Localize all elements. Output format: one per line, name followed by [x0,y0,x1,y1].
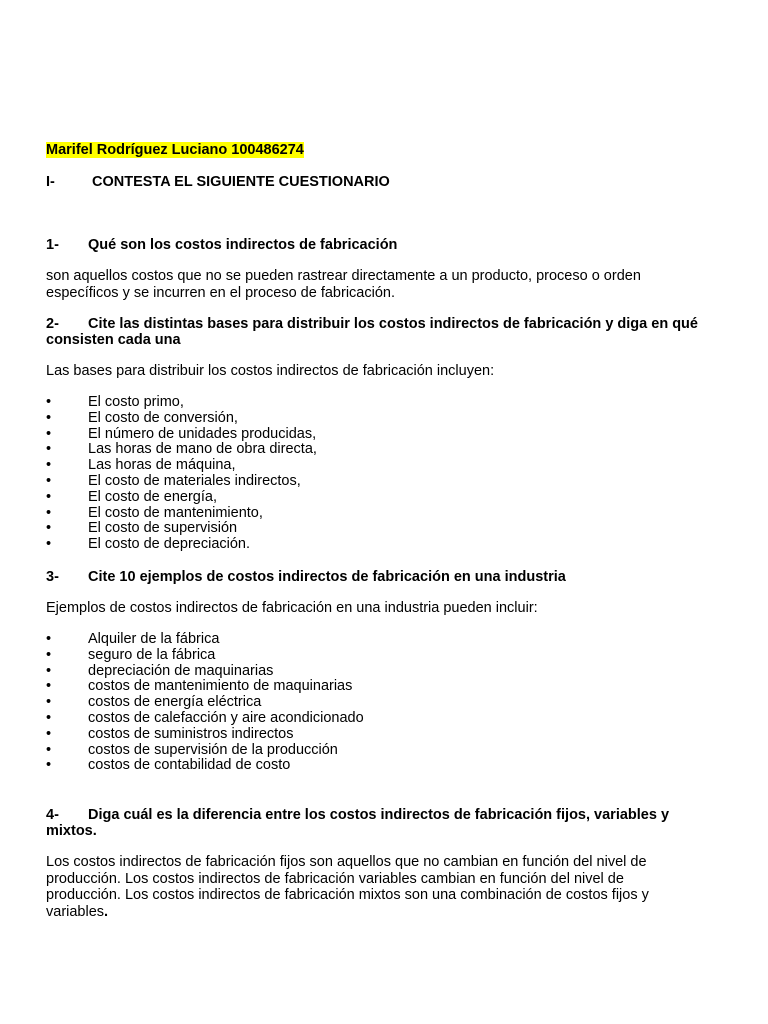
bullet-icon: • [46,409,52,426]
answer-2-intro: Las bases para distribuir los costos indirectos de fabricación incluyen: [46,363,495,379]
list-item: • El costo de energía, [46,488,217,505]
question-1-text: Qué son los costos indirectos de fabricación [88,237,398,253]
examples-list [46,632,726,774]
bullet-icon: • [46,536,52,553]
answer-3-intro: Ejemplos de costos indirectos de fabricación en una industria pueden incluir: [46,600,538,616]
bullet-icon: • [46,631,52,647]
question-4-number: 4- [46,807,59,823]
question-3-number: 3- [46,569,59,585]
bullet-icon: • [46,678,52,695]
question-2 [46,316,706,348]
bullet-icon: • [46,646,52,663]
section-title: CONTESTA EL SIGUIENTE CUESTIONARIO [92,174,390,190]
list-item: • Las horas de máquina, [46,457,236,474]
bases-list [46,395,726,553]
list-item: • El costo de mantenimiento, [46,504,263,521]
bullet-icon: • [46,472,52,489]
question-3 [46,569,726,585]
list-item: • El costo primo, [46,394,184,410]
list-item: • seguro de la fábrica [46,646,216,663]
bullet-icon: • [46,425,52,442]
list-item: • El costo de supervisión [46,520,238,537]
question-3-text: Cite 10 ejemplos de costos indirectos de fabricación en una industria [88,569,566,585]
answer-4-end: . [104,903,109,920]
question-2-number: 2- [46,316,59,332]
question-2-text: Cite las distintas bases para distribuir los costos indirectos de fabricación y diga en qué consisten cada una [46,316,698,348]
bullet-icon: • [46,457,52,474]
list-item: • costos de calefacción y aire acondicionado [46,709,364,726]
list-item: • Las horas de mano de obra directa, [46,441,317,458]
bullet-icon: • [46,694,52,711]
list-item: • El costo de conversión, [46,409,238,426]
bullet-icon: • [46,741,52,758]
list-item: • costos de mantenimiento de maquinarias [46,678,353,695]
question-4-text: Diga cuál es la diferencia entre los costos indirectos de fabricación fijos, variables y mixtos. [46,807,670,839]
bullet-icon: • [46,662,52,679]
bullet-icon: • [46,488,52,505]
list-item: • costos de supervisión de la producción [46,741,338,758]
question-1 [46,237,726,253]
bullet-icon: • [46,520,52,537]
bullet-icon: • [46,757,52,774]
bullet-icon: • [46,441,52,458]
answer-1: son aquellos costos que no se pueden rastrear directamente a un producto, proceso o orden específicos y se incurren en el proceso de fabricación. [46,268,641,301]
question-1-number: 1- [46,237,59,253]
section-heading [46,174,726,190]
list-item: • El costo de materiales indirectos, [46,472,301,489]
author-line [46,142,726,159]
author-highlight: Marifel Rodríguez Luciano 100486274 [46,142,304,158]
bullet-icon: • [46,504,52,521]
bullet-icon: • [46,725,52,742]
list-item: • El número de unidades producidas, [46,425,317,442]
list-item: • costos de contabilidad de costo [46,757,291,774]
section-number: I- [46,174,55,190]
question-4 [46,807,716,839]
list-item: • costos de energía eléctrica [46,694,262,711]
list-item: • depreciación de maquinarias [46,662,274,679]
list-item: • Alquiler de la fábrica [46,631,220,647]
bullet-icon: • [46,709,52,726]
list-item: • El costo de depreciación. [46,536,251,553]
list-item: • costos de suministros indirectos [46,725,294,742]
bullet-icon: • [46,394,52,410]
answer-4-text: Los costos indirectos de fabricación fijos son aquellos que no cambian en función del nivel de producción. Los costos indirectos de fabricación variables cambian en función del nivel de producción. Los costos indirectos de fabricación mixtos son una combinación de costos fijos y variables [46,854,649,920]
answer-4 [46,854,686,920]
